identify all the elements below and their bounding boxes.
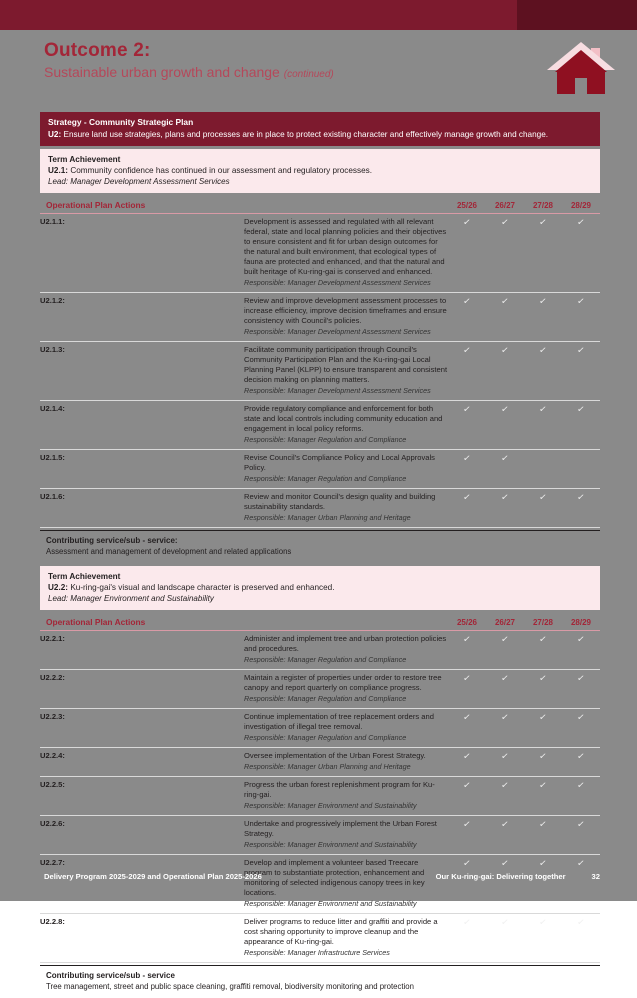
- term-code-2: U2.2:: [48, 583, 69, 592]
- action-responsible: Responsible: Manager Regulation and Compliance: [244, 435, 407, 444]
- page-title-block: [44, 40, 334, 84]
- contributing-service-2: [40, 965, 600, 998]
- action-responsible: Responsible: Manager Development Assessment Services: [244, 327, 431, 336]
- term-achievement-statement-1: [48, 165, 592, 176]
- action-text: Oversee implementation of the Urban Forest Strategy.: [244, 751, 426, 760]
- action-text: Development is assessed and regulated with all relevant federal, state and local planning policies and their objectives to ensure consistent and fit for urban design outcomes for the natural and built environment, that ecological types of fauna are protected and enhanced, and that the natural and built heritage of Ku-ring-gai is conserved and enhanced.: [244, 217, 447, 276]
- actions-header-1: Operational Plan Actions: [40, 197, 448, 214]
- tick-2526: ✓: [448, 748, 486, 777]
- tick-2526: ✓: [448, 914, 486, 963]
- tick-2829: ✓: [562, 914, 600, 963]
- tick-2829: ✓: [562, 342, 600, 401]
- tick-2728: ✓: [524, 293, 562, 342]
- action-responsible: Responsible: Manager Development Assessment Services: [244, 386, 431, 395]
- term-lead-1: Lead: Manager Development Assessment Services: [48, 177, 230, 186]
- table-row: [40, 748, 600, 777]
- action-text: Facilitate community participation through Council's Community Participation Plan and the Ku-ring-gai Local Planning Panel (KLPP) to ensure transparent and consistent decision making on planning matters.: [244, 345, 448, 384]
- tick-2627: ✓: [486, 401, 524, 450]
- table-header-row: [40, 614, 600, 631]
- tick-2627: ✓: [486, 777, 524, 816]
- footer-right-group: [436, 872, 600, 881]
- term-text-1: Community confidence has continued in our assessment and regulatory processes.: [70, 166, 373, 175]
- table-row: [40, 489, 600, 528]
- tick-2829: ✓: [562, 293, 600, 342]
- tick-2627: ✓: [486, 631, 524, 670]
- action-text: Deliver programs to reduce litter and graffiti and provide a cost sharing opportunity to improve cleanup and the appearance of Ku-ring-gai.: [244, 917, 438, 946]
- term-achievement-label-1: Term Achievement: [48, 155, 121, 164]
- strategy-statement: [48, 129, 592, 140]
- tick-2829: ✓: [562, 489, 600, 528]
- strategy-text: Ensure land use strategies, plans and processes are in place to protect existing character and effectively manage growth and change.: [63, 130, 549, 139]
- year-header-2627: 26/27: [486, 614, 524, 631]
- tick-2526: ✓: [448, 214, 486, 293]
- tick-2526: ✓: [448, 777, 486, 816]
- action-text: Administer and implement tree and urban protection policies and procedures.: [244, 634, 447, 653]
- action-text-cell: [244, 401, 448, 450]
- action-text: Provide regulatory compliance and enforcement for both state and local controls including community education and engagement in local policy reforms.: [244, 404, 443, 433]
- table-row: [40, 855, 600, 914]
- action-text-cell: [244, 293, 448, 342]
- action-code: U2.2.5:: [40, 777, 244, 816]
- tick-2627: ✓: [486, 342, 524, 401]
- table-header-row: [40, 197, 600, 214]
- tick-2829: ✓: [562, 855, 600, 914]
- action-text-cell: [244, 670, 448, 709]
- tick-2627: ✓: [486, 450, 524, 489]
- table-row: [40, 214, 600, 293]
- action-responsible: Responsible: Manager Development Assessment Services: [244, 278, 431, 287]
- footer-left-text: Delivery Program 2025-2029 and Operational Plan 2025-2026: [44, 872, 262, 881]
- tick-2829: ✓: [562, 709, 600, 748]
- tick-2728: ✓: [524, 777, 562, 816]
- term-achievement-label-2: Term Achievement: [48, 572, 121, 581]
- tick-2526: ✓: [448, 631, 486, 670]
- action-responsible: Responsible: Manager Regulation and Compliance: [244, 474, 407, 483]
- term-code-1: U2.1:: [48, 166, 69, 175]
- action-responsible: Responsible: Manager Regulation and Compliance: [244, 733, 407, 742]
- tick-2627: ✓: [486, 709, 524, 748]
- tick-2526: ✓: [448, 401, 486, 450]
- page-subtitle-text: Sustainable urban growth and change: [44, 64, 280, 80]
- tick-2728: ✓: [524, 709, 562, 748]
- page-subtitle: [44, 63, 334, 84]
- table-row: [40, 914, 600, 963]
- action-code: U2.1.2:: [40, 293, 244, 342]
- term-achievement-statement-2: [48, 582, 592, 593]
- action-text: Develop and implement a volunteer based Treecare program to substantiate protection, enhancement and monitoring of selected indigenous canopy trees in key locations.: [244, 858, 425, 897]
- action-text-cell: [244, 709, 448, 748]
- tick-2526: ✓: [448, 816, 486, 855]
- action-text-cell: [244, 214, 448, 293]
- tick-2728: ✓: [524, 631, 562, 670]
- tick-2728: ✓: [524, 914, 562, 963]
- table-row: [40, 293, 600, 342]
- action-code: U2.2.1:: [40, 631, 244, 670]
- table-row: [40, 342, 600, 401]
- action-code: U2.2.4:: [40, 748, 244, 777]
- action-text-cell: [244, 748, 448, 777]
- strategy-code: U2:: [48, 130, 62, 139]
- action-text-cell: [244, 489, 448, 528]
- actions-table-2: [40, 614, 600, 963]
- year-header-2829: 28/29: [562, 614, 600, 631]
- year-header-2526: 25/26: [448, 614, 486, 631]
- table-row: [40, 631, 600, 670]
- contributing-label-1: Contributing service/sub - service:: [46, 536, 178, 545]
- action-text-cell: [244, 816, 448, 855]
- year-header-2829: 28/29: [562, 197, 600, 214]
- action-code: U2.2.3:: [40, 709, 244, 748]
- house-icon: [545, 36, 617, 98]
- action-responsible: Responsible: Manager Environment and Sustainability: [244, 801, 417, 810]
- contributing-label-2: Contributing service/sub - service: [46, 971, 175, 980]
- page-subtitle-continued: (continued): [283, 69, 334, 80]
- action-text-cell: [244, 450, 448, 489]
- action-responsible: Responsible: Manager Environment and Sustainability: [244, 899, 417, 908]
- tick-2829: ✓: [562, 631, 600, 670]
- action-code: U2.2.7:: [40, 855, 244, 914]
- tick-2829: ✓: [562, 214, 600, 293]
- strategy-banner: [40, 112, 600, 146]
- action-text: Revise Council's Compliance Policy and Local Approvals Policy.: [244, 453, 435, 472]
- table-row: [40, 777, 600, 816]
- tick-2526: ✓: [448, 450, 486, 489]
- term-lead-2: Lead: Manager Environment and Sustainability: [48, 594, 214, 603]
- action-code: U2.1.1:: [40, 214, 244, 293]
- strategy-heading: Strategy - Community Strategic Plan: [48, 117, 194, 127]
- tick-2728: ✓: [524, 342, 562, 401]
- tick-2627: ✓: [486, 293, 524, 342]
- tick-2526: ✓: [448, 670, 486, 709]
- tick-2829: ✓: [562, 748, 600, 777]
- tick-2728: ✓: [524, 214, 562, 293]
- year-header-2526: 25/26: [448, 197, 486, 214]
- content-card: [40, 112, 600, 998]
- tick-2526: ✓: [448, 342, 486, 401]
- tick-2728: ✓: [524, 670, 562, 709]
- action-code: U2.2.2:: [40, 670, 244, 709]
- action-text: Undertake and progressively implement the Urban Forest Strategy.: [244, 819, 437, 838]
- tick-2627: ✓: [486, 855, 524, 914]
- tick-2627: ✓: [486, 914, 524, 963]
- actions-header-2: Operational Plan Actions: [40, 614, 448, 631]
- action-text: Maintain a register of properties under order to restore tree canopy and report quarterly on compliance progress.: [244, 673, 442, 692]
- tick-2526: ✓: [448, 709, 486, 748]
- tick-2627: ✓: [486, 748, 524, 777]
- contributing-service-1: [40, 530, 600, 563]
- year-header-2627: 26/27: [486, 197, 524, 214]
- action-responsible: Responsible: Manager Urban Planning and Heritage: [244, 762, 411, 771]
- table-row: [40, 670, 600, 709]
- year-header-2728: 27/28: [524, 614, 562, 631]
- top-corner-accent: [517, 0, 637, 30]
- tick-2627: ✓: [486, 670, 524, 709]
- contributing-value-1: Assessment and management of development and related applications: [46, 547, 292, 556]
- action-code: U2.1.5:: [40, 450, 244, 489]
- action-responsible: Responsible: Manager Regulation and Compliance: [244, 694, 407, 703]
- action-responsible: Responsible: Manager Environment and Sustainability: [244, 840, 417, 849]
- action-code: U2.1.6:: [40, 489, 244, 528]
- action-code: U2.1.4:: [40, 401, 244, 450]
- term-achievement-block-1: [40, 149, 600, 193]
- table-row: [40, 450, 600, 489]
- tick-2526: ✓: [448, 293, 486, 342]
- action-responsible: Responsible: Manager Regulation and Compliance: [244, 655, 407, 664]
- action-code: U2.2.8:: [40, 914, 244, 963]
- tick-2728: ✓: [524, 855, 562, 914]
- contributing-value-2: Tree management, street and public space cleaning, graffiti removal, biodiversity monitoring and protection: [46, 982, 414, 991]
- tick-2728: ✓: [524, 748, 562, 777]
- action-text: Review and monitor Council's design quality and building sustainability standards.: [244, 492, 436, 511]
- action-text-cell: [244, 855, 448, 914]
- tick-2627: ✓: [486, 816, 524, 855]
- tick-2728: [524, 450, 562, 489]
- tick-2627: ✓: [486, 489, 524, 528]
- actions-table-1: [40, 197, 600, 528]
- tick-2829: [562, 450, 600, 489]
- tick-2728: ✓: [524, 489, 562, 528]
- tick-2627: ✓: [486, 214, 524, 293]
- action-responsible: Responsible: Manager Urban Planning and Heritage: [244, 513, 411, 522]
- tick-2526: ✓: [448, 855, 486, 914]
- page-number: 32: [591, 872, 600, 881]
- action-text: Continue implementation of tree replacement orders and investigation of illegal tree removal.: [244, 712, 434, 731]
- action-text-cell: [244, 914, 448, 963]
- table-row: [40, 709, 600, 748]
- tick-2829: ✓: [562, 670, 600, 709]
- top-decorative-band: [0, 0, 637, 30]
- tick-2829: ✓: [562, 777, 600, 816]
- action-text: Progress the urban forest replenishment program for Ku-ring-gai.: [244, 780, 435, 799]
- tick-2728: ✓: [524, 816, 562, 855]
- table-row: [40, 401, 600, 450]
- footer-right-text: Our Ku-ring-gai: Delivering together: [435, 872, 566, 881]
- action-text-cell: [244, 631, 448, 670]
- table-row: [40, 816, 600, 855]
- action-code: U2.2.6:: [40, 816, 244, 855]
- year-header-2728: 27/28: [524, 197, 562, 214]
- action-text-cell: [244, 342, 448, 401]
- term-achievement-block-2: [40, 566, 600, 610]
- page-footer: [44, 872, 600, 881]
- tick-2728: ✓: [524, 401, 562, 450]
- action-text-cell: [244, 777, 448, 816]
- page-title: Outcome 2:: [44, 40, 151, 61]
- action-code: U2.1.3:: [40, 342, 244, 401]
- term-text-2: Ku-ring-gai's visual and landscape character is preserved and enhanced.: [70, 583, 335, 592]
- tick-2526: ✓: [448, 489, 486, 528]
- action-responsible: Responsible: Manager Infrastructure Services: [244, 948, 390, 957]
- tick-2829: ✓: [562, 816, 600, 855]
- tick-2829: ✓: [562, 401, 600, 450]
- action-text: Review and improve development assessment processes to increase efficiency, improve decision timeframes and ensure consistency with Council's policies.: [244, 296, 447, 325]
